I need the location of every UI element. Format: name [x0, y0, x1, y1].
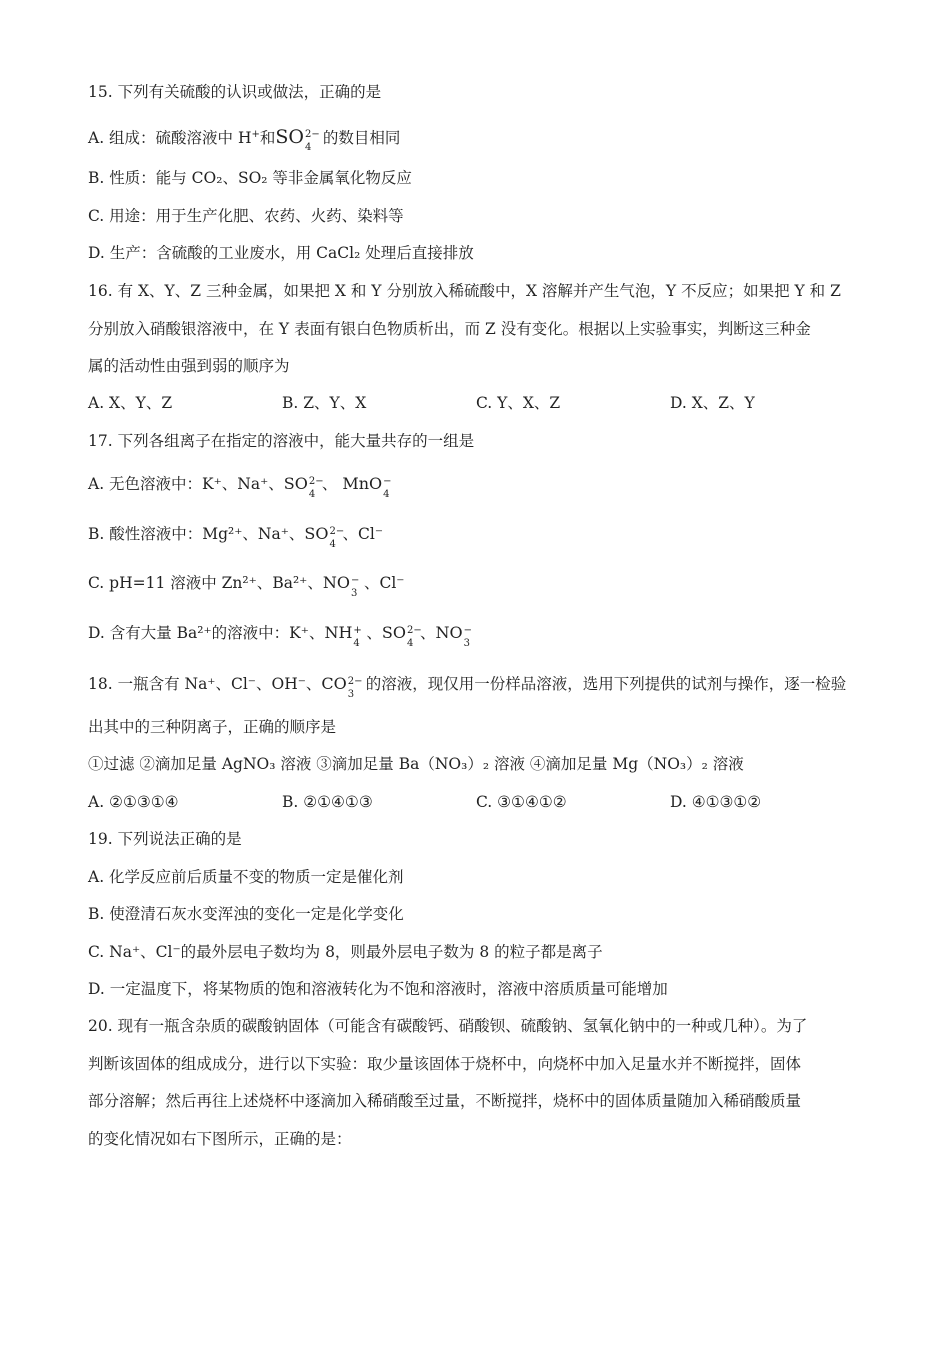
q15-stem: 15. 下列有关硫酸的认识或做法，正确的是 — [88, 83, 382, 101]
sulfate-ion: SO 2− 4 — [381, 623, 422, 649]
separator: 、 — [321, 475, 338, 493]
q15-option-a — [88, 124, 401, 154]
q15-a-and: 和 — [259, 129, 276, 148]
sulfate-ion: SO 2− 4 — [283, 474, 324, 500]
separator: 、 — [363, 574, 380, 592]
ammonium-ion: NH + 4 — [324, 623, 362, 649]
q17-d-text: D. 含有大量 Ba²⁺的溶液中：K⁺、 — [88, 624, 325, 642]
q15-a-text: A. 组成：硫酸溶液中 H — [88, 129, 252, 148]
q18-option-a: A. ②①③①④ — [88, 793, 179, 811]
q16-option-c: C. Y、X、Z — [476, 394, 561, 412]
sulfate-ion: SO 2− 4 — [275, 126, 320, 154]
q17-b-text: B. 酸性溶液中：Mg²⁺、Na⁺、 — [88, 525, 305, 543]
carbonate-ion: CO 2− 3 — [321, 674, 363, 700]
permanganate-ion: MnO − 4 — [342, 474, 392, 500]
q18-line-1 — [88, 673, 847, 700]
q17-c-text: C. pH=11 溶液中 Zn²⁺、Ba²⁺、 — [88, 574, 323, 592]
q18-operations: ①过滤 ②滴加足量 AgNO₃ 溶液 ③滴加足量 Ba（NO₃）₂ 溶液 ④滴加足量 Mg（NO₃）₂ 溶液 — [88, 755, 744, 773]
chloride-ion: Cl⁻ — [379, 574, 405, 592]
q17-option-a — [88, 473, 396, 500]
nitrate-ion: NO − 3 — [435, 623, 473, 649]
q17-option-c — [88, 572, 405, 599]
q16-option-b: B. Z、Y、X — [282, 394, 367, 412]
q15-option-d: D. 生产：含硫酸的工业废水，用 CaCl₂ 处理后直接排放 — [88, 244, 474, 262]
q20-line-3: 部分溶解；然后再往上述烧杯中逐滴加入稀硝酸至过量，不断搅拌，烧杯中的固体质量随加入稀硝酸质量 — [88, 1092, 802, 1110]
q18-l1-text: 18. 一瓶含有 Na⁺、Cl⁻、OH⁻、 — [88, 675, 322, 693]
q16-option-d: D. X、Z、Y — [670, 394, 755, 412]
q20-line-1: 20. 现有一瓶含杂质的碳酸钠固体（可能含有碳酸钙、硝酸钡、硫酸钠、氢氧化钠中的一种或几种）。为了 — [88, 1017, 808, 1035]
q18-option-c: C. ③①④①② — [476, 793, 567, 811]
q18-option-b: B. ②①④①③ — [282, 793, 373, 811]
q20-line-2: 判断该固体的组成成分，进行以下实验：取少量该固体于烧杯中，向烧杯中加入足量水并不断搅拌，固体 — [88, 1055, 802, 1073]
separator: 、 — [420, 624, 436, 642]
q16-option-a: A. X、Y、Z — [88, 394, 173, 412]
q20-line-4: 的变化情况如右下图所示，正确的是： — [88, 1130, 352, 1148]
separator: 、 — [366, 624, 382, 642]
q19-option-c: C. Na⁺、Cl⁻的最外层电子数均为 8，则最外层电子数为 8 的粒子都是离子 — [88, 943, 603, 961]
q17-option-d — [88, 622, 477, 649]
q15-option-c: C. 用途：用于生产化肥、农药、火药、染料等 — [88, 207, 404, 225]
nitrate-ion: NO − 3 — [322, 573, 360, 599]
q16-line-2: 分别放入硝酸银溶液中，在 Y 表面有银白色物质析出，而 Z 没有变化。根据以上实验事实，判断这三种金 — [88, 320, 811, 338]
q16-line-1: 16. 有 X、Y、Z 三种金属，如果把 X 和 Y 分别放入稀硫酸中，X 溶解并产生气泡，Y 不反应；如果把 Y 和 Z — [88, 282, 841, 300]
q18-option-d: D. ④①③①② — [670, 793, 762, 811]
q18-l1-tail: 的溶液，现仅用一份样品溶液，选用下列提供的试剂与操作，逐一检验 — [360, 675, 847, 693]
q19-stem: 19. 下列说法正确的是 — [88, 830, 242, 848]
separator: 、 — [342, 525, 359, 543]
q17-option-b — [88, 523, 384, 550]
q19-option-b: B. 使澄清石灰水变浑浊的变化一定是化学变化 — [88, 905, 404, 923]
q15-option-b: B. 性质：能与 CO₂、SO₂ 等非金属氧化物反应 — [88, 169, 412, 187]
h-charge: + — [251, 129, 260, 140]
sulfate-ion: SO 2− 4 — [304, 524, 345, 550]
q19-option-d: D. 一定温度下，将某物质的饱和溶液转化为不饱和溶液时，溶液中溶质质量可能增加 — [88, 980, 668, 998]
q17-a-text: A. 无色溶液中：K⁺、Na⁺、 — [88, 475, 284, 493]
q18-line-2: 出其中的三种阴离子，正确的顺序是 — [88, 718, 337, 736]
q19-option-a: A. 化学反应前后质量不变的物质一定是催化剂 — [88, 868, 404, 886]
q16-line-3: 属的活动性由强到弱的顺序为 — [88, 357, 290, 375]
chloride-ion: Cl⁻ — [358, 525, 384, 543]
q17-stem: 17. 下列各组离子在指定的溶液中，能大量共存的一组是 — [88, 432, 475, 450]
q15-a-tail: 的数目相同 — [318, 129, 401, 148]
